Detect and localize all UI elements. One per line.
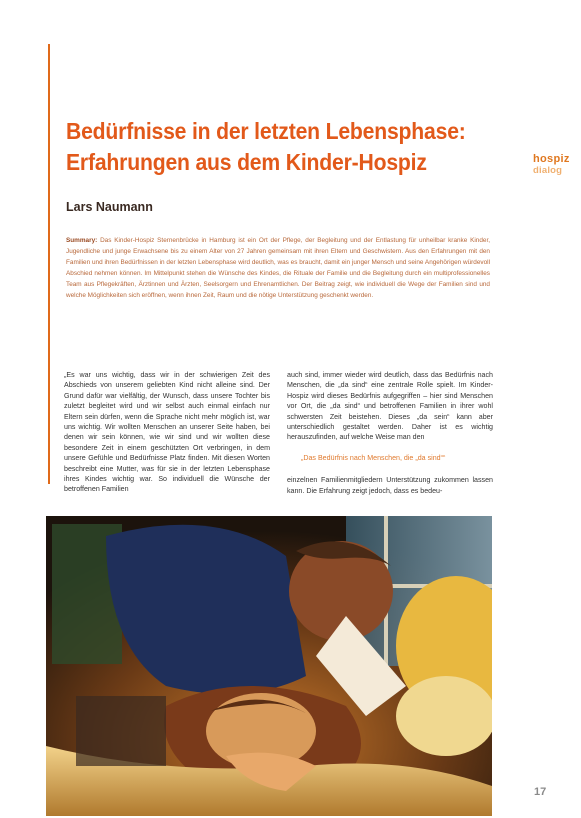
article-title: [66, 116, 471, 178]
brand-name: hospiz: [533, 153, 570, 165]
brand-sub: dialog: [533, 165, 563, 176]
title-line-2: Erfahrungen aus dem Kinder-Hospiz: [66, 149, 427, 175]
body-column-left: [64, 370, 270, 495]
abstract-lead: Summary:: [66, 237, 98, 244]
accent-rule: [48, 44, 50, 484]
photo-illustration: [46, 516, 492, 816]
magazine-brand: [533, 154, 570, 176]
title-line-1: Bedürfnisse in der letzten Lebensphase:: [66, 118, 466, 144]
author-name: Lars Naumann: [66, 200, 153, 214]
body-paragraph: „Es war uns wichtig, dass wir in der schwierigen Zeit des Abschieds von unserem geliebten Kind nicht alleine sind. Der Grund dafür war vielfältig, der Wunsch, dass unsere Tochter bis zuletzt begleitet wird und wir selbst auch einmal einfach nur Eltern sein dürfen, wenn die Sprache nicht mehr möglich ist, war uns wichtig. Wir wollten Menschen an unserer Seite haben, bei denen wir sein können, wie wir sind und wir wollten diese besondere Zeit in einem geschützten Ort verbringen, in dem unsere Gefühle und Bedürfnisse Platz finden. Mit diesen Worten beschreibt eine Mutter, was für sie in der letzten Lebensphase ihres Kindes wichtig war. So individuell die Wünsche der betroffenen Familien: [64, 371, 270, 494]
abstract: [66, 236, 490, 301]
page-number: 17: [534, 786, 547, 798]
pull-quote: „Das Bedürfnis nach Menschen, die „da sind““: [301, 453, 446, 462]
body-paragraph: einzelnen Familienmitgliedern Unterstützung zukommen lassen kann. Die Erfahrung zeigt jedoch, dass es bedeu-: [287, 476, 493, 495]
article-photo: [46, 516, 492, 816]
body-paragraph: auch sind, immer wieder wird deutlich, dass das Bedürfnis nach Menschen, die „da sind“ eine zentrale Rolle spielt. Im Kinder-Hospiz wird dieses Bedürfnis aufgegriffen – hier sind Menschen vor Ort, die „da sind“ und betroffenen Familien in ihrer wohl schwersten Zeit beistehen. Dieses „da sein“ kann aber unterschiedlich gestaltet werden. Daher ist es wichtig herauszufinden, auf welche Weise man den: [287, 371, 493, 442]
abstract-text: Das Kinder-Hospiz Sternenbrücke in Hamburg ist ein Ort der Pflege, der Begleitung und der Entlastung für unheilbar kranke Kinder, Jugendliche und junge Erwachsene bis zu einem Alter von 27 Jahren gemeinsam mit ihren Eltern und Geschwistern. Aus den Erfahrungen mit den Familien und ihren Bedürfnissen in der letzten Lebensphase wird deutlich, was es braucht, damit ein junger Mensch und seine Angehörigen würdevoll Abschied nehmen können. Im Mittelpunkt stehen die Wünsche des Kindes, die Rituale der Familie und die Begleitung durch ein multiprofessionelles Team aus Pflegekräften, Ärztinnen und Ärzten, Seelsorgern und Ehrenamtlichen. Der Beitrag zeigt, wie individuell die Wege der Familien sind und welche Möglichkeiten sich eröffnen, wenn ihnen Zeit, Raum und die nötige Unterstützung geschenkt werden.: [66, 237, 490, 299]
body-column-right: [287, 370, 493, 496]
